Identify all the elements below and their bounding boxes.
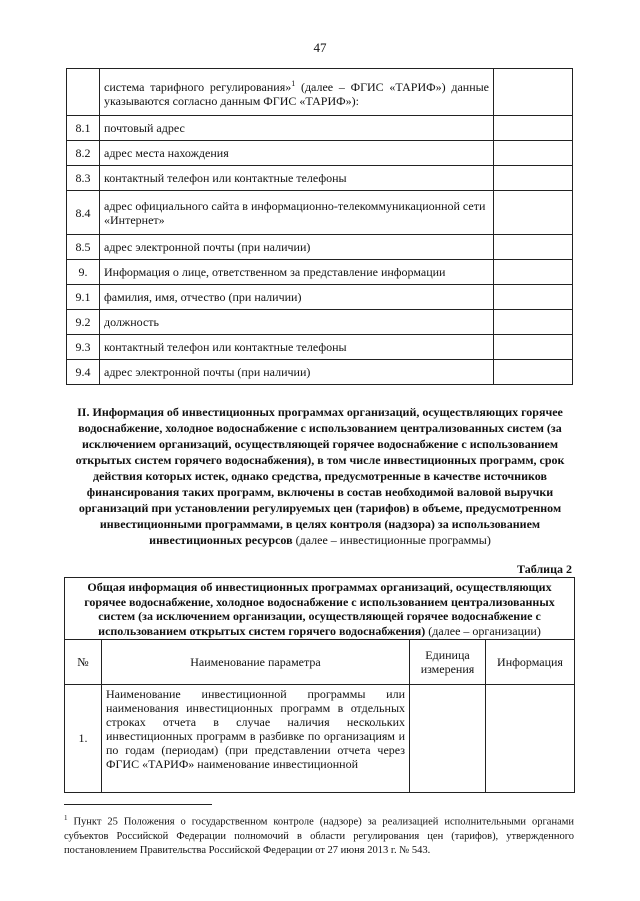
header-unit: Единица измерения [410, 640, 486, 684]
table-row [67, 310, 573, 335]
table-label: Таблица 2 [517, 562, 572, 576]
table-row [65, 684, 574, 792]
info-cell [494, 360, 573, 385]
row-text-cell: контактный телефон или контактные телефоны [100, 335, 494, 360]
table-row [67, 235, 573, 260]
table-row [67, 285, 573, 310]
table-title: Общая информация об инвестиционных программах организаций, осуществляющих горячее водоснабжение, холодное водоснабжение с использованием централизованных систем (за исключением организации, осуществляющей горячее водоснабжение с использованием открытых систем горячего водоснабжения) (далее – организации) [65, 578, 574, 640]
footnote-text: Пункт 25 Положения о государственном контроле (надзоре) за реализацией исполнительными органами субъектов Российской Федерации полномочий в области регулирования цен (тарифов), утвержденного постановлением Правительства Российской Федерации от 27 июня 2013 г. № 543. [64, 816, 574, 856]
row-number-cell: 8.1 [67, 116, 100, 141]
info-cell [494, 310, 573, 335]
info-cell [494, 191, 573, 235]
footnote-mark: 1 [64, 814, 68, 822]
row-number-cell [67, 69, 100, 116]
row-text-cell: адрес электронной почты (при наличии) [100, 235, 494, 260]
row-text-cell: фамилия, имя, отчество (при наличии) [100, 285, 494, 310]
section-heading-bold: II. Информация об инвестиционных программах организаций, осуществляющих горячее водоснабжение, холодное водоснабжение с использованием централизованных систем (за исключением организаций, осуществляющей горячее водоснабжение с использованием открытых систем горячего водоснабжения), в том числе инвестиционных программ, срок действия которых истек, однако средства, предусмотренные в качестве источников финансирования таких программ, включены в состав необходимой валовой выручки организаций при установлении регулируемых цен (тарифов) в объеме, предусмотренном инвестиционными программами, в целях контроля (надзора) за использованием инвестиционных ресурсов [75, 405, 565, 547]
table-row [67, 360, 573, 385]
table-row [67, 116, 573, 141]
table-row [67, 191, 573, 235]
row-number-cell: 8.2 [67, 141, 100, 166]
info-cell [494, 235, 573, 260]
info-cell [494, 141, 573, 166]
table-row [67, 69, 573, 116]
header-info: Информация [486, 640, 575, 684]
row-number-cell: 8.5 [67, 235, 100, 260]
row-text-cell: адрес места нахождения [100, 141, 494, 166]
info-cell [494, 116, 573, 141]
table-row [67, 260, 573, 285]
row-text-cell: почтовый адрес [100, 116, 494, 141]
info-cell [486, 684, 575, 792]
row-number-cell: 1. [65, 684, 102, 792]
row-number-cell: 9.3 [67, 335, 100, 360]
table-row [67, 166, 573, 191]
section-heading [62, 404, 578, 548]
row-text-cell: Информация о лице, ответственном за представление информации [100, 260, 494, 285]
info-cell [494, 260, 573, 285]
row-number-cell: 9.2 [67, 310, 100, 335]
info-cell [494, 335, 573, 360]
row-number-cell: 9. [67, 260, 100, 285]
footnote [64, 811, 574, 858]
table-grid [65, 640, 574, 793]
table-header-row [65, 640, 574, 684]
row-text-cell: контактный телефон или контактные телефоны [100, 166, 494, 191]
row-number-cell: 9.4 [67, 360, 100, 385]
parameters-table-continued [66, 68, 573, 385]
row-number-cell: 9.1 [67, 285, 100, 310]
info-cell [494, 285, 573, 310]
info-cell [494, 166, 573, 191]
table-row [67, 141, 573, 166]
row-text-cell: должность [100, 310, 494, 335]
row-number-cell: 8.4 [67, 191, 100, 235]
page-number: 47 [313, 40, 327, 55]
row-text-cell: адрес официального сайта в информационно-телекоммуникационной сети «Интернет» [100, 191, 494, 235]
header-num: № [65, 640, 102, 684]
investment-programs-table [64, 577, 575, 793]
table-row [67, 335, 573, 360]
footnote-reference: 1 [291, 78, 296, 88]
row-number-cell: 8.3 [67, 166, 100, 191]
unit-cell [410, 684, 486, 792]
row-text-cell: система тарифного регулирования»$^1$ (далее – ФГИС «ТАРИФ») данные указываются согласно данным ФГИС «ТАРИФ»): [100, 69, 494, 116]
row-text-cell: Наименование инвестиционной программы или наименования инвестиционных программ в отдельных строках отчета в случае наличия нескольких инвестиционных программ в разбивке по организациям и по годам (периодам) (при представлении отчета через ФГИС «ТАРИФ» наименование инвестиционной [102, 684, 410, 792]
footnote-divider [64, 804, 212, 805]
header-name: Наименование параметра [102, 640, 410, 684]
section-heading-tail: (далее – инвестиционные программы) [292, 533, 491, 547]
row-text-cell: адрес электронной почты (при наличии) [100, 360, 494, 385]
info-cell [494, 69, 573, 116]
